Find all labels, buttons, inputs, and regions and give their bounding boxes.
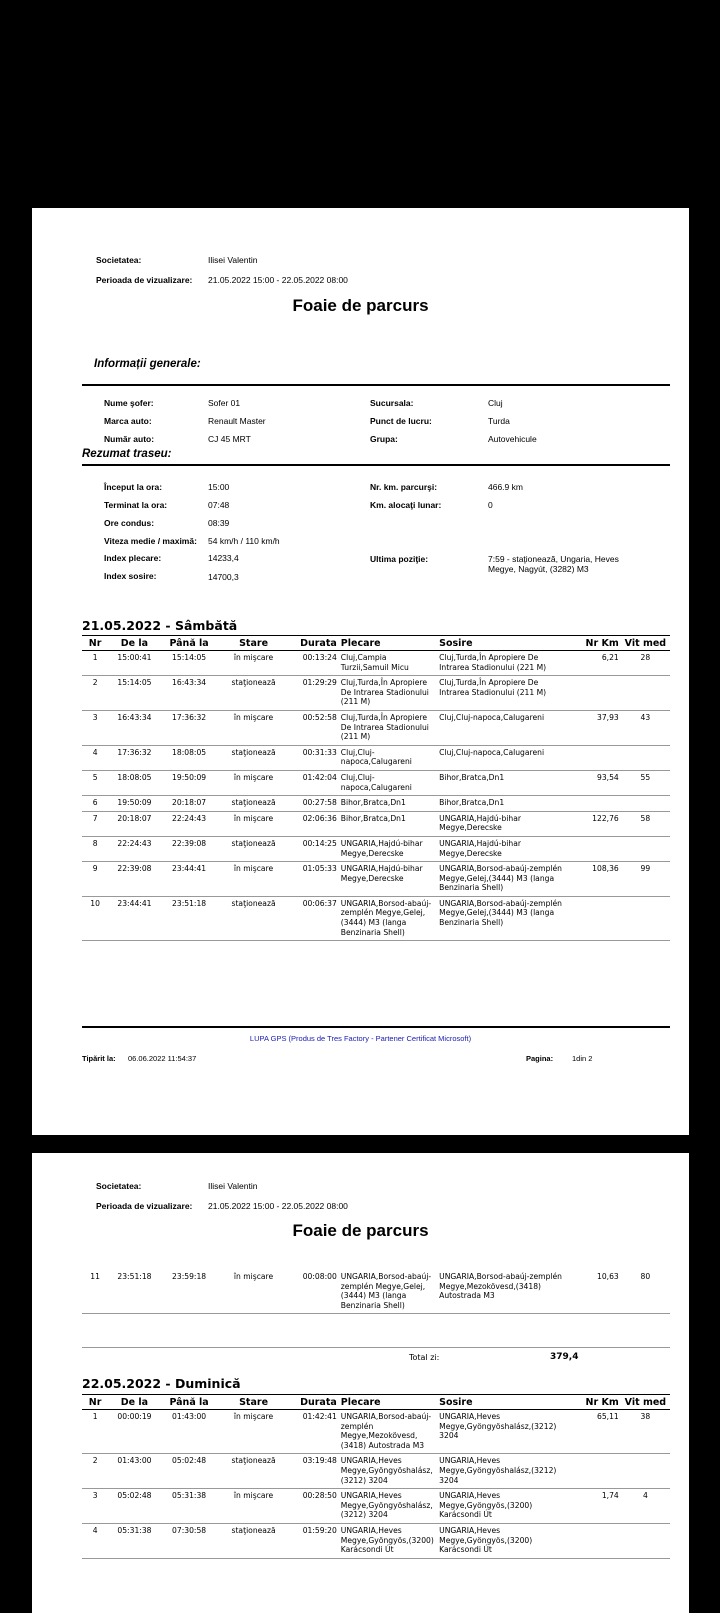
group-label: Grupa:	[370, 434, 398, 444]
day-total-label: Total zi:	[409, 1353, 440, 1362]
table-row	[82, 836, 670, 861]
cell-row-number: 8	[82, 836, 108, 861]
driver-value: Sofer 01	[208, 398, 241, 408]
cell-end-time: 18:08:05	[161, 745, 218, 770]
cell-avg-speed	[621, 836, 670, 861]
printed-value: 06.06.2022 11:54:37	[128, 1054, 197, 1063]
cell-distance-km	[566, 1523, 621, 1558]
cell-end-time: 22:39:08	[161, 836, 218, 861]
cell-state: în mişcare	[218, 862, 290, 897]
row-divider	[82, 1347, 670, 1348]
cell-departure: Cluj,Cluj-napoca,Calugareni	[339, 745, 437, 770]
cell-row-number: 10	[82, 896, 108, 940]
cell-departure: Cluj,Campia Turzii,Samuil Micu	[339, 651, 437, 676]
cell-row-number: 2	[82, 1454, 108, 1489]
table-row	[82, 745, 670, 770]
cell-end-time: 01:43:00	[161, 1410, 218, 1454]
cell-start-time: 00:00:19	[108, 1410, 160, 1454]
table-row	[82, 796, 670, 812]
day1-continued-table	[82, 1270, 670, 1314]
cell-start-time: 23:51:18	[108, 1270, 160, 1314]
cell-arrival: Cluj,Turda,În Apropiere De Intrarea Stadionului (221 M)	[437, 651, 566, 676]
index-start-label: Index plecare:	[104, 553, 162, 563]
cell-state: în mişcare	[218, 811, 290, 836]
table-row	[82, 651, 670, 676]
cell-avg-speed	[621, 796, 670, 812]
cell-distance-km	[566, 796, 621, 812]
index-end-value: 14700,3	[208, 572, 239, 582]
cell-duration: 00:31:33	[290, 745, 339, 770]
column-header-duration: Durata	[290, 1395, 339, 1410]
cell-arrival: UNGARIA,Heves Megye,Gyöngyöshalász,(3212) 3204	[437, 1454, 566, 1489]
cell-departure: UNGARIA,Hajdú-bihar Megye,Derecske	[339, 862, 437, 897]
cell-state: staţionează	[218, 1454, 290, 1489]
plate-value: CJ 45 MRT	[208, 434, 251, 444]
column-header-state: Stare	[218, 636, 290, 651]
last-position-value: 7:59 - staţionează, Ungaria, Heves Megye, Nagyút, (3282) M3	[488, 554, 619, 574]
page-number-label: Pagina:	[526, 1054, 554, 1063]
column-header-start-time: De la	[108, 1395, 160, 1410]
workpoint-value: Turda	[488, 416, 510, 426]
cell-avg-speed: 43	[621, 710, 670, 745]
cell-start-time: 19:50:09	[108, 796, 160, 812]
make-value: Renault Master	[208, 416, 266, 426]
cell-end-time: 23:44:41	[161, 862, 218, 897]
cell-end-time: 17:36:32	[161, 710, 218, 745]
cell-arrival: UNGARIA,Heves Megye,Gyöngyös,(3200) Karácsondi Út	[437, 1523, 566, 1558]
cell-departure: UNGARIA,Borsod-abaúj-zemplén Megye,Mezokövesd,(3418) Autostrada M3	[339, 1410, 437, 1454]
cell-duration: 01:42:04	[290, 770, 339, 795]
cell-state: în mişcare	[218, 770, 290, 795]
cell-duration: 00:08:00	[290, 1270, 339, 1314]
cell-end-time: 05:02:48	[161, 1454, 218, 1489]
start-value: 15:00	[208, 482, 230, 492]
company-value: Ilisei Valentin	[208, 255, 258, 265]
cell-arrival: UNGARIA,Borsod-abaúj-zemplén Megye,Gelej,(3444) M3 (langa Benzinaria Shell)	[437, 896, 566, 940]
table-header	[82, 636, 670, 651]
period-label: Perioada de vizualizare:	[96, 275, 193, 285]
cell-row-number: 3	[82, 1489, 108, 1524]
cell-state: staţionează	[218, 796, 290, 812]
cell-duration: 02:06:36	[290, 811, 339, 836]
cell-departure: UNGARIA,Borsod-abaúj-zemplén Megye,Gelej,(3444) M3 (langa Benzinaria Shell)	[339, 896, 437, 940]
column-header-row-number: Nr	[82, 1395, 108, 1410]
summary-section-title: Rezumat traseu:	[82, 448, 172, 460]
table-row	[82, 710, 670, 745]
cell-arrival: Cluj,Cluj-napoca,Calugareni	[437, 710, 566, 745]
cell-row-number: 4	[82, 745, 108, 770]
driver-label: Nume şofer:	[104, 398, 154, 408]
end-value: 07:48	[208, 500, 230, 510]
cell-start-time: 15:14:05	[108, 676, 160, 711]
cell-row-number: 4	[82, 1523, 108, 1558]
cell-departure: Cluj,Turda,În Apropiere De Intrarea Stadionului (211 M)	[339, 710, 437, 745]
cell-state: în mişcare	[218, 1410, 290, 1454]
cell-start-time: 05:02:48	[108, 1489, 160, 1524]
cell-distance-km	[566, 745, 621, 770]
cell-departure: Cluj,Turda,În Apropiere De Intrarea Stadionului (211 M)	[339, 676, 437, 711]
cell-arrival: UNGARIA,Hajdú-bihar Megye,Derecske	[437, 836, 566, 861]
cell-duration: 00:14:25	[290, 836, 339, 861]
cell-end-time: 16:43:34	[161, 676, 218, 711]
cell-state: staţionează	[218, 896, 290, 940]
column-header-arrival: Sosire	[437, 636, 566, 651]
table-row	[82, 1270, 670, 1314]
cell-departure: Bihor,Bratca,Dn1	[339, 811, 437, 836]
cell-distance-km	[566, 676, 621, 711]
day-total-value: 379,4	[550, 1352, 579, 1362]
cell-duration: 01:29:29	[290, 676, 339, 711]
section-divider	[82, 384, 670, 386]
cell-distance-km: 122,76	[566, 811, 621, 836]
index-end-label: Index sosire:	[104, 571, 157, 581]
end-label: Terminat la ora:	[104, 500, 168, 510]
table-row	[82, 1489, 670, 1524]
cell-state: staţionează	[218, 836, 290, 861]
alloc-label: Km. alocaţi lunar:	[370, 500, 442, 510]
workpoint-label: Punct de lucru:	[370, 416, 432, 426]
cell-distance-km: 37,93	[566, 710, 621, 745]
page-title: Foaie de parcurs	[292, 296, 429, 315]
cell-arrival: UNGARIA,Hajdú-bihar Megye,Derecske	[437, 811, 566, 836]
cell-row-number: 9	[82, 862, 108, 897]
page-number-value: 1din 2	[572, 1054, 593, 1063]
cell-row-number: 1	[82, 651, 108, 676]
cell-row-number: 11	[82, 1270, 108, 1314]
column-header-end-time: Până la	[161, 1395, 218, 1410]
cell-start-time: 18:08:05	[108, 770, 160, 795]
cell-start-time: 23:44:41	[108, 896, 160, 940]
report-page-1	[32, 208, 689, 1135]
branch-label: Sucursala:	[370, 398, 414, 408]
cell-start-time: 15:00:41	[108, 651, 160, 676]
cell-arrival: UNGARIA,Borsod-abaúj-zemplén Megye,Mezokövesd,(3418) Autostrada M3	[437, 1270, 566, 1314]
cell-end-time: 05:31:38	[161, 1489, 218, 1524]
table-row	[82, 1454, 670, 1489]
index-start-value: 14233,4	[208, 553, 239, 563]
cell-arrival: Bihor,Bratca,Dn1	[437, 796, 566, 812]
cell-arrival: UNGARIA,Heves Megye,Gyöngyöshalász,(3212) 3204	[437, 1410, 566, 1454]
cell-end-time: 23:51:18	[161, 896, 218, 940]
day2-trips-table	[82, 1394, 670, 1559]
cell-departure: UNGARIA,Borsod-abaúj-zemplén Megye,Gelej,(3444) M3 (langa Benzinaria Shell)	[339, 1270, 437, 1314]
make-label: Marca auto:	[104, 416, 152, 426]
table-row	[82, 811, 670, 836]
cell-avg-speed: 28	[621, 651, 670, 676]
section-divider	[82, 464, 670, 466]
table-row	[82, 862, 670, 897]
cell-start-time: 20:18:07	[108, 811, 160, 836]
report-page-2	[32, 1153, 689, 1613]
column-header-end-time: Până la	[161, 636, 218, 651]
km-value: 466.9 km	[488, 482, 523, 492]
cell-start-time: 16:43:34	[108, 710, 160, 745]
group-value: Autovehicule	[488, 434, 537, 444]
cell-avg-speed: 4	[621, 1489, 670, 1524]
hours-label: Ore condus:	[104, 518, 155, 528]
cell-arrival: Cluj,Cluj-napoca,Calugareni	[437, 745, 566, 770]
table-row	[82, 1523, 670, 1558]
cell-distance-km	[566, 896, 621, 940]
cell-start-time: 17:36:32	[108, 745, 160, 770]
cell-avg-speed: 55	[621, 770, 670, 795]
cell-duration: 00:52:58	[290, 710, 339, 745]
cell-row-number: 5	[82, 770, 108, 795]
cell-end-time: 20:18:07	[161, 796, 218, 812]
cell-distance-km: 108,36	[566, 862, 621, 897]
cell-departure: UNGARIA,Heves Megye,Gyöngyöshalász,(3212) 3204	[339, 1454, 437, 1489]
cell-distance-km: 6,21	[566, 651, 621, 676]
cell-row-number: 3	[82, 710, 108, 745]
period-value: 21.05.2022 15:00 - 22.05.2022 08:00	[208, 275, 348, 285]
cell-avg-speed	[621, 896, 670, 940]
page-title: Foaie de parcurs	[292, 1221, 429, 1240]
column-header-arrival: Sosire	[437, 1395, 566, 1410]
cell-state: în mişcare	[218, 1489, 290, 1524]
cell-departure: UNGARIA,Hajdú-bihar Megye,Derecske	[339, 836, 437, 861]
branch-value: Cluj	[488, 398, 503, 408]
cell-arrival: UNGARIA,Heves Megye,Gyöngyös,(3200) Karácsondi Út	[437, 1489, 566, 1524]
cell-duration: 01:59:20	[290, 1523, 339, 1558]
cell-start-time: 22:24:43	[108, 836, 160, 861]
printed-label: Tipărit la:	[82, 1054, 116, 1063]
cell-duration: 00:06:37	[290, 896, 339, 940]
column-header-start-time: De la	[108, 636, 160, 651]
cell-state: în mişcare	[218, 651, 290, 676]
cell-departure: UNGARIA,Heves Megye,Gyöngyöshalász,(3212) 3204	[339, 1489, 437, 1524]
cell-start-time: 05:31:38	[108, 1523, 160, 1558]
cell-row-number: 1	[82, 1410, 108, 1454]
cell-state: în mişcare	[218, 1270, 290, 1314]
period-label: Perioada de vizualizare:	[96, 1201, 193, 1211]
hours-value: 08:39	[208, 518, 230, 528]
cell-end-time: 19:50:09	[161, 770, 218, 795]
cell-state: în mişcare	[218, 710, 290, 745]
cell-duration: 00:13:24	[290, 651, 339, 676]
table-row	[82, 896, 670, 940]
cell-start-time: 01:43:00	[108, 1454, 160, 1489]
column-header-row-number: Nr	[82, 636, 108, 651]
day2-title: 22.05.2022 - Duminică	[82, 1376, 241, 1391]
table-row	[82, 770, 670, 795]
cell-avg-speed: 58	[621, 811, 670, 836]
cell-end-time: 07:30:58	[161, 1523, 218, 1558]
column-header-state: Stare	[218, 1395, 290, 1410]
cell-departure: Bihor,Bratca,Dn1	[339, 796, 437, 812]
column-header-avg-speed: Vit med	[621, 1395, 670, 1410]
cell-end-time: 23:59:18	[161, 1270, 218, 1314]
cell-arrival: Bihor,Bratca,Dn1	[437, 770, 566, 795]
last-position-label: Ultima poziţie:	[370, 554, 429, 564]
cell-duration: 00:27:58	[290, 796, 339, 812]
column-header-distance-km: Nr Km	[566, 1395, 621, 1410]
cell-state: staţionează	[218, 1523, 290, 1558]
cell-end-time: 15:14:05	[161, 651, 218, 676]
cell-avg-speed: 38	[621, 1410, 670, 1454]
cell-state: staţionează	[218, 676, 290, 711]
column-header-duration: Durata	[290, 636, 339, 651]
cell-state: staţionează	[218, 745, 290, 770]
cell-avg-speed: 99	[621, 862, 670, 897]
cell-distance-km	[566, 1454, 621, 1489]
cell-row-number: 6	[82, 796, 108, 812]
cell-row-number: 2	[82, 676, 108, 711]
cell-distance-km: 10,63	[566, 1270, 621, 1314]
company-label: Societatea:	[96, 255, 142, 265]
cell-duration: 03:19:48	[290, 1454, 339, 1489]
speed-value: 54 km/h / 110 km/h	[208, 536, 280, 546]
start-label: Început la ora:	[104, 482, 163, 492]
cell-avg-speed	[621, 676, 670, 711]
km-label: Nr. km. parcurşi:	[370, 482, 438, 492]
cell-arrival: Cluj,Turda,În Apropiere De Intrarea Stadionului (211 M)	[437, 676, 566, 711]
cell-departure: Cluj,Cluj-napoca,Calugareni	[339, 770, 437, 795]
general-section-title: Informații generale:	[94, 358, 201, 370]
cell-avg-speed	[621, 745, 670, 770]
cell-avg-speed: 80	[621, 1270, 670, 1314]
period-value: 21.05.2022 15:00 - 22.05.2022 08:00	[208, 1201, 348, 1211]
cell-duration: 00:28:50	[290, 1489, 339, 1524]
column-header-avg-speed: Vit med	[621, 636, 670, 651]
table-row	[82, 1410, 670, 1454]
column-header-departure: Plecare	[339, 636, 437, 651]
cell-distance-km	[566, 836, 621, 861]
speed-label: Viteza medie / maximă:	[104, 536, 197, 546]
day1-trips-table	[82, 635, 670, 941]
footer-divider	[82, 1026, 670, 1028]
cell-departure: UNGARIA,Heves Megye,Gyöngyös,(3200) Karácsondi Út	[339, 1523, 437, 1558]
day1-title: 21.05.2022 - Sâmbătă	[82, 618, 238, 633]
cell-arrival: UNGARIA,Borsod-abaúj-zemplén Megye,Gelej,(3444) M3 (langa Benzinaria Shell)	[437, 862, 566, 897]
company-label: Societatea:	[96, 1181, 142, 1191]
cell-duration: 01:05:33	[290, 862, 339, 897]
plate-label: Număr auto:	[104, 434, 155, 444]
cell-start-time: 22:39:08	[108, 862, 160, 897]
table-header	[82, 1395, 670, 1410]
company-value: Ilisei Valentin	[208, 1181, 258, 1191]
column-header-distance-km: Nr Km	[566, 636, 621, 651]
column-header-departure: Plecare	[339, 1395, 437, 1410]
cell-end-time: 22:24:43	[161, 811, 218, 836]
cell-avg-speed	[621, 1523, 670, 1558]
cell-distance-km: 1,74	[566, 1489, 621, 1524]
alloc-value: 0	[488, 500, 493, 510]
cell-avg-speed	[621, 1454, 670, 1489]
cell-duration: 01:42:41	[290, 1410, 339, 1454]
table-row	[82, 676, 670, 711]
cell-row-number: 7	[82, 811, 108, 836]
cell-distance-km: 93,54	[566, 770, 621, 795]
cell-distance-km: 65,11	[566, 1410, 621, 1454]
footer-credit: LUPA GPS (Produs de Tres Factory - Partener Certificat Microsoft)	[249, 1034, 472, 1043]
